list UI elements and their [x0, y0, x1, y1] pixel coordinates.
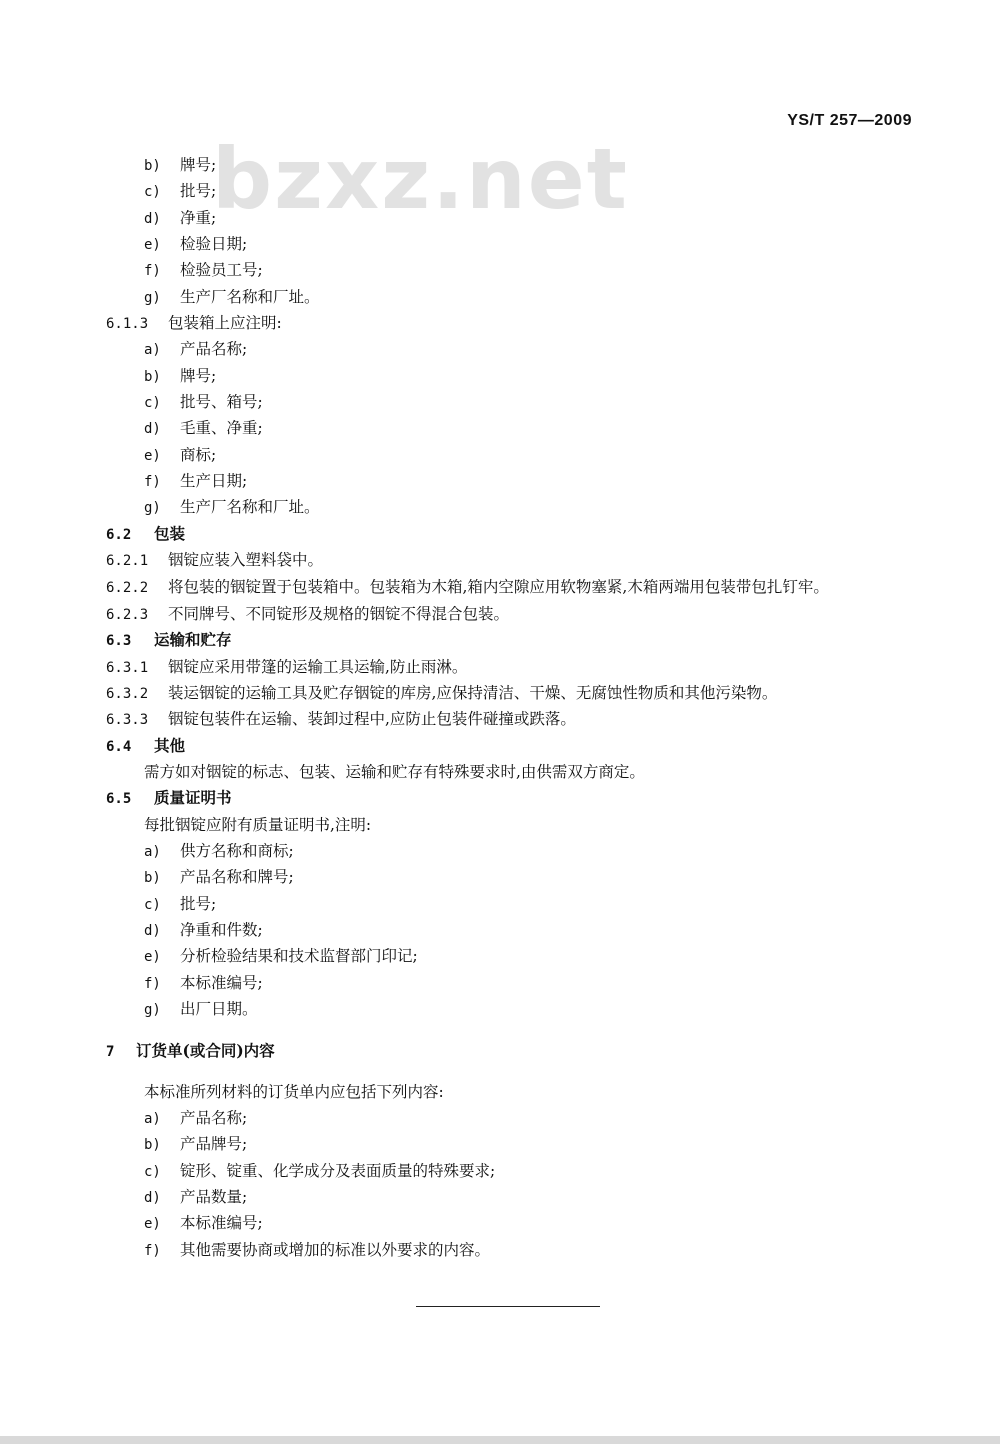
clause-6-3-3: 6.3.3 铟锭包装件在运输、装卸过程中,应防止包装件碰撞或跌落。 — [106, 710, 576, 729]
list-item: c) 批号、箱号; — [144, 393, 263, 412]
list-item: e) 分析检验结果和技术监督部门印记; — [144, 947, 418, 966]
clause-6-1-3: 6.1.3 包装箱上应注明: — [106, 314, 282, 333]
list-item: b) 牌号; — [144, 366, 217, 385]
list-item: c) 批号; — [144, 894, 217, 913]
document-body — [106, 152, 916, 1263]
section-heading-6-4: 6.4 其他 — [106, 735, 186, 755]
paragraph: 需方如对铟锭的标志、包装、运输和贮存有特殊要求时,由供需双方商定。 — [144, 762, 645, 781]
list-item: b) 牌号; — [144, 156, 217, 174]
list-item: d) 产品数量; — [144, 1188, 248, 1207]
standard-code: YS/T 257—2009 — [787, 112, 912, 129]
list-item: c) 批号; — [144, 182, 217, 201]
list-item: f) 生产日期; — [144, 472, 248, 491]
section-heading-6-5: 6.5 质量证明书 — [106, 788, 232, 808]
list-item: d) 净重; — [144, 208, 217, 227]
watermark: bzxz.net — [212, 130, 629, 228]
section-heading-7: 7 订货单(或合同)内容 — [106, 1041, 275, 1061]
list-item: d) 毛重、净重; — [144, 419, 263, 438]
spacer — [106, 1065, 916, 1079]
list-item: b) 产品名称和牌号; — [144, 868, 294, 887]
list-item: a) 产品名称; — [144, 1109, 248, 1128]
list-item: a) 产品名称; — [144, 340, 248, 359]
list-item: g) 出厂日期。 — [144, 1000, 258, 1018]
list-item: b) 产品牌号; — [144, 1135, 248, 1154]
list-item: f) 其他需要协商或增加的标准以外要求的内容。 — [144, 1240, 491, 1259]
clause-6-2-2: 6.2.2 将包装的铟锭置于包装箱中。包装箱为木箱,箱内空隙应用软物塞紧,木箱两端用包装带包扎钉牢。 — [106, 577, 829, 596]
paragraph: 本标准所列材料的订货单内应包括下列内容: — [144, 1082, 444, 1101]
section-heading-6-3: 6.3 运输和贮存 — [106, 630, 232, 650]
clause-6-3-2: 6.3.2 装运铟锭的运输工具及贮存铟锭的库房,应保持清洁、干燥、无腐蚀性物质和其他污染物。 — [106, 683, 778, 702]
list-item: g) 生产厂名称和厂址。 — [144, 287, 320, 306]
list-item: e) 商标; — [144, 445, 217, 464]
clause-6-2-1: 6.2.1 铟锭应装入塑料袋中。 — [106, 551, 324, 570]
section-heading-6-2: 6.2 包装 — [106, 523, 186, 543]
spacer — [106, 1022, 916, 1038]
list-item: a) 供方名称和商标; — [144, 841, 294, 860]
list-item: f) 检验员工号; — [144, 261, 263, 280]
clause-6-2-3: 6.2.3 不同牌号、不同锭形及规格的铟锭不得混合包装。 — [106, 604, 510, 623]
clause-6-3-1: 6.3.1 铟锭应采用带篷的运输工具运输,防止雨淋。 — [106, 657, 468, 676]
list-item: c) 锭形、锭重、化学成分及表面质量的特殊要求; — [144, 1161, 496, 1180]
paragraph: 每批铟锭应附有质量证明书,注明: — [144, 815, 372, 834]
list-item: e) 本标准编号; — [144, 1214, 263, 1233]
page-bottom-edge — [0, 1436, 1000, 1444]
list-item: g) 生产厂名称和厂址。 — [144, 498, 320, 517]
end-rule — [416, 1306, 600, 1307]
list-item: f) 本标准编号; — [144, 973, 263, 992]
list-item: e) 检验日期; — [144, 235, 248, 254]
list-item: d) 净重和件数; — [144, 920, 263, 939]
